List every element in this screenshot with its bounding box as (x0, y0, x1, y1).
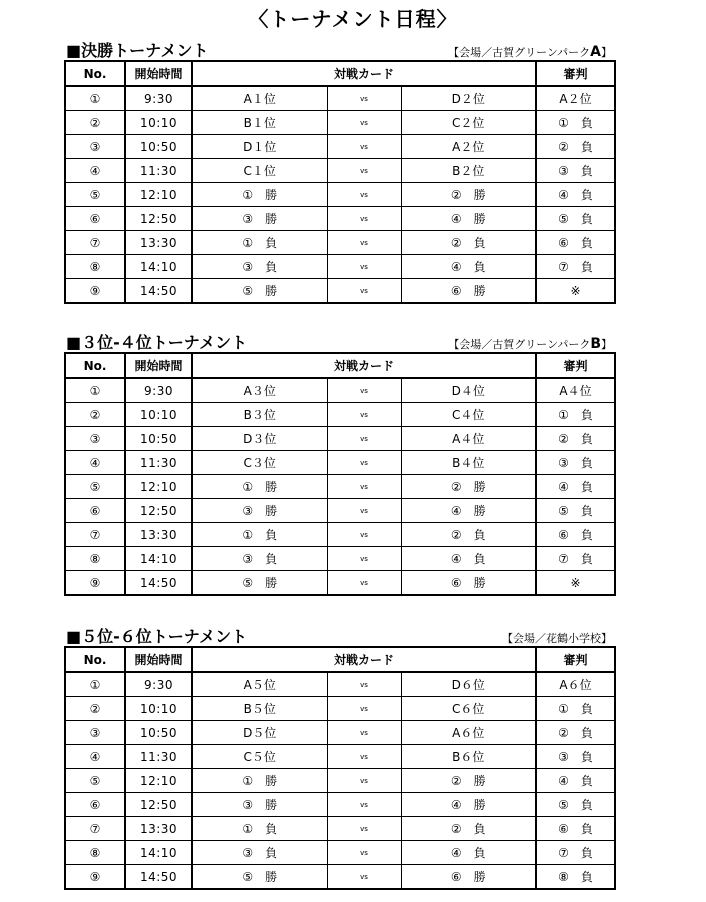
team-b: B２位 (401, 159, 536, 183)
team-b: A２位 (401, 135, 536, 159)
table-row (65, 571, 615, 596)
match-number: ① (65, 378, 125, 403)
team-a: ⑤ 勝 (192, 279, 327, 304)
team-a: ① 負 (192, 523, 327, 547)
referee: A４位 (536, 378, 615, 403)
match-number: ⑤ (65, 183, 125, 207)
start-time: 11:30 (125, 745, 192, 769)
match-number: ④ (65, 745, 125, 769)
referee: ⑦ 負 (536, 547, 615, 571)
referee: ⑥ 負 (536, 231, 615, 255)
start-time: 13:30 (125, 817, 192, 841)
table-row (65, 745, 615, 769)
team-b: ④ 負 (401, 841, 536, 865)
team-a: B５位 (192, 697, 327, 721)
start-time: 13:30 (125, 231, 192, 255)
schedule-table (64, 646, 616, 890)
section-3rd-4th-tournament (64, 330, 614, 596)
vs-label: vs (327, 86, 401, 111)
table-row (65, 451, 615, 475)
header-match-card: 対戦カード (192, 353, 536, 378)
team-a: ① 負 (192, 231, 327, 255)
vs-label: vs (327, 403, 401, 427)
vs-label: vs (327, 159, 401, 183)
start-time: 14:10 (125, 547, 192, 571)
vs-label: vs (327, 865, 401, 890)
table-row (65, 378, 615, 403)
team-b: ② 負 (401, 523, 536, 547)
match-number: ④ (65, 451, 125, 475)
venue-prefix: 【会場／花鶴小学校】 (502, 632, 612, 645)
team-b: ⑥ 勝 (401, 865, 536, 890)
team-b: ② 負 (401, 817, 536, 841)
team-a: B３位 (192, 403, 327, 427)
team-b: ② 勝 (401, 769, 536, 793)
table-row (65, 207, 615, 231)
match-number: ⑧ (65, 547, 125, 571)
team-b: D４位 (401, 378, 536, 403)
table-row (65, 721, 615, 745)
team-b: ④ 勝 (401, 793, 536, 817)
referee: ① 負 (536, 403, 615, 427)
section-header (64, 330, 614, 352)
schedule-table (64, 60, 616, 304)
vs-label: vs (327, 769, 401, 793)
start-time: 12:10 (125, 769, 192, 793)
team-a: ⑤ 勝 (192, 865, 327, 890)
venue-letter: A (590, 44, 601, 60)
match-number: ⑦ (65, 523, 125, 547)
team-b: D６位 (401, 672, 536, 697)
match-number: ⑤ (65, 475, 125, 499)
team-a: ⑤ 勝 (192, 571, 327, 596)
venue-label (448, 337, 612, 352)
match-number: ⑧ (65, 841, 125, 865)
venue-label (448, 45, 612, 60)
team-a: A３位 (192, 378, 327, 403)
vs-label: vs (327, 135, 401, 159)
start-time: 9:30 (125, 86, 192, 111)
team-a: B１位 (192, 111, 327, 135)
referee: ※ (536, 279, 615, 304)
team-b: A４位 (401, 427, 536, 451)
start-time: 11:30 (125, 451, 192, 475)
section-final-tournament (64, 38, 614, 304)
match-number: ② (65, 697, 125, 721)
table-row (65, 817, 615, 841)
header-match-card: 対戦カード (192, 647, 536, 672)
referee: ④ 負 (536, 475, 615, 499)
team-a: ③ 勝 (192, 207, 327, 231)
header-start-time: 開始時間 (125, 647, 192, 672)
start-time: 12:10 (125, 475, 192, 499)
match-number: ④ (65, 159, 125, 183)
team-a: ① 勝 (192, 183, 327, 207)
team-a: ③ 勝 (192, 499, 327, 523)
vs-label: vs (327, 672, 401, 697)
referee: ⑥ 負 (536, 817, 615, 841)
referee: ⑦ 負 (536, 255, 615, 279)
header-start-time: 開始時間 (125, 61, 192, 86)
team-b: B６位 (401, 745, 536, 769)
table-row (65, 279, 615, 304)
vs-label: vs (327, 183, 401, 207)
team-b: A６位 (401, 721, 536, 745)
vs-label: vs (327, 279, 401, 304)
start-time: 10:50 (125, 721, 192, 745)
table-row (65, 111, 615, 135)
referee: ② 負 (536, 427, 615, 451)
header-start-time: 開始時間 (125, 353, 192, 378)
team-b: ② 負 (401, 231, 536, 255)
start-time: 10:10 (125, 697, 192, 721)
section-title: ■決勝トーナメント (66, 41, 209, 60)
table-row (65, 547, 615, 571)
table-row (65, 841, 615, 865)
referee: ⑤ 負 (536, 499, 615, 523)
start-time: 12:50 (125, 499, 192, 523)
start-time: 14:50 (125, 571, 192, 596)
vs-label: vs (327, 378, 401, 403)
table-row (65, 427, 615, 451)
venue-prefix: 【会場／古賀グリーンパーク (448, 338, 591, 351)
start-time: 14:10 (125, 255, 192, 279)
team-a: ③ 負 (192, 841, 327, 865)
vs-label: vs (327, 111, 401, 135)
team-b: C４位 (401, 403, 536, 427)
table-row (65, 672, 615, 697)
referee: A６位 (536, 672, 615, 697)
referee: ③ 負 (536, 159, 615, 183)
team-a: ③ 負 (192, 255, 327, 279)
match-number: ⑨ (65, 865, 125, 890)
venue-suffix: 】 (601, 46, 612, 59)
table-row (65, 697, 615, 721)
vs-label: vs (327, 207, 401, 231)
team-a: C１位 (192, 159, 327, 183)
match-number: ⑨ (65, 279, 125, 304)
vs-label: vs (327, 745, 401, 769)
start-time: 14:50 (125, 279, 192, 304)
match-number: ③ (65, 427, 125, 451)
start-time: 10:10 (125, 111, 192, 135)
table-row (65, 135, 615, 159)
match-number: ⑧ (65, 255, 125, 279)
referee: ④ 負 (536, 769, 615, 793)
start-time: 12:50 (125, 793, 192, 817)
team-a: ① 負 (192, 817, 327, 841)
team-a: A１位 (192, 86, 327, 111)
referee: ② 負 (536, 135, 615, 159)
venue-prefix: 【会場／古賀グリーンパーク (448, 46, 591, 59)
match-number: ⑦ (65, 231, 125, 255)
referee: ⑧ 負 (536, 865, 615, 890)
table-row (65, 183, 615, 207)
start-time: 12:50 (125, 207, 192, 231)
table-row (65, 793, 615, 817)
vs-label: vs (327, 475, 401, 499)
header-match-card: 対戦カード (192, 61, 536, 86)
match-number: ③ (65, 135, 125, 159)
vs-label: vs (327, 721, 401, 745)
team-b: C２位 (401, 111, 536, 135)
table-header-row (65, 647, 615, 672)
referee: ⑥ 負 (536, 523, 615, 547)
match-number: ② (65, 403, 125, 427)
header-referee: 審判 (536, 353, 615, 378)
vs-label: vs (327, 255, 401, 279)
section-header (64, 38, 614, 60)
section-header (64, 624, 614, 646)
table-row (65, 475, 615, 499)
table-row (65, 159, 615, 183)
vs-label: vs (327, 793, 401, 817)
venue-suffix: 】 (601, 338, 612, 351)
header-referee: 審判 (536, 61, 615, 86)
team-a: ③ 勝 (192, 793, 327, 817)
match-number: ① (65, 86, 125, 111)
vs-label: vs (327, 231, 401, 255)
vs-label: vs (327, 523, 401, 547)
table-row (65, 769, 615, 793)
table-header-row (65, 353, 615, 378)
match-number: ③ (65, 721, 125, 745)
referee: ⑤ 負 (536, 793, 615, 817)
referee: ④ 負 (536, 183, 615, 207)
start-time: 10:50 (125, 135, 192, 159)
referee: ① 負 (536, 697, 615, 721)
referee: ⑤ 負 (536, 207, 615, 231)
team-b: C６位 (401, 697, 536, 721)
start-time: 11:30 (125, 159, 192, 183)
vs-label: vs (327, 427, 401, 451)
table-row (65, 86, 615, 111)
team-b: D２位 (401, 86, 536, 111)
table-row (65, 231, 615, 255)
venue-letter: B (590, 336, 601, 352)
vs-label: vs (327, 547, 401, 571)
vs-label: vs (327, 499, 401, 523)
match-number: ② (65, 111, 125, 135)
table-header-row (65, 61, 615, 86)
team-a: D５位 (192, 721, 327, 745)
start-time: 13:30 (125, 523, 192, 547)
vs-label: vs (327, 817, 401, 841)
team-b: ④ 勝 (401, 207, 536, 231)
referee: ③ 負 (536, 451, 615, 475)
start-time: 14:50 (125, 865, 192, 890)
vs-label: vs (327, 697, 401, 721)
match-number: ⑥ (65, 499, 125, 523)
header-referee: 審判 (536, 647, 615, 672)
team-b: B４位 (401, 451, 536, 475)
referee: ※ (536, 571, 615, 596)
vs-label: vs (327, 451, 401, 475)
team-a: ① 勝 (192, 475, 327, 499)
team-b: ④ 負 (401, 255, 536, 279)
team-a: ③ 負 (192, 547, 327, 571)
section-5th-6th-tournament (64, 624, 614, 890)
start-time: 12:10 (125, 183, 192, 207)
team-a: C５位 (192, 745, 327, 769)
team-a: C３位 (192, 451, 327, 475)
referee: ⑦ 負 (536, 841, 615, 865)
referee: A２位 (536, 86, 615, 111)
section-title: ■５位-６位トーナメント (66, 627, 248, 646)
match-number: ⑦ (65, 817, 125, 841)
team-b: ⑥ 勝 (401, 279, 536, 304)
start-time: 10:50 (125, 427, 192, 451)
team-a: D１位 (192, 135, 327, 159)
header-no: No. (65, 647, 125, 672)
referee: ③ 負 (536, 745, 615, 769)
schedule-table (64, 352, 616, 596)
table-row (65, 865, 615, 890)
match-number: ⑨ (65, 571, 125, 596)
team-b: ② 勝 (401, 183, 536, 207)
start-time: 9:30 (125, 378, 192, 403)
match-number: ⑤ (65, 769, 125, 793)
table-row (65, 499, 615, 523)
team-a: ① 勝 (192, 769, 327, 793)
match-number: ① (65, 672, 125, 697)
match-number: ⑥ (65, 207, 125, 231)
header-no: No. (65, 353, 125, 378)
table-row (65, 523, 615, 547)
team-b: ④ 負 (401, 547, 536, 571)
referee: ② 負 (536, 721, 615, 745)
start-time: 10:10 (125, 403, 192, 427)
start-time: 9:30 (125, 672, 192, 697)
section-title: ■３位-４位トーナメント (66, 333, 248, 352)
team-b: ④ 勝 (401, 499, 536, 523)
start-time: 14:10 (125, 841, 192, 865)
table-row (65, 255, 615, 279)
team-a: A５位 (192, 672, 327, 697)
team-b: ⑥ 勝 (401, 571, 536, 596)
vs-label: vs (327, 841, 401, 865)
page-title: 〈トーナメント日程〉 (248, 7, 458, 31)
table-row (65, 403, 615, 427)
referee: ① 負 (536, 111, 615, 135)
match-number: ⑥ (65, 793, 125, 817)
team-b: ② 勝 (401, 475, 536, 499)
header-no: No. (65, 61, 125, 86)
venue-label (502, 631, 612, 646)
team-a: D３位 (192, 427, 327, 451)
vs-label: vs (327, 571, 401, 596)
